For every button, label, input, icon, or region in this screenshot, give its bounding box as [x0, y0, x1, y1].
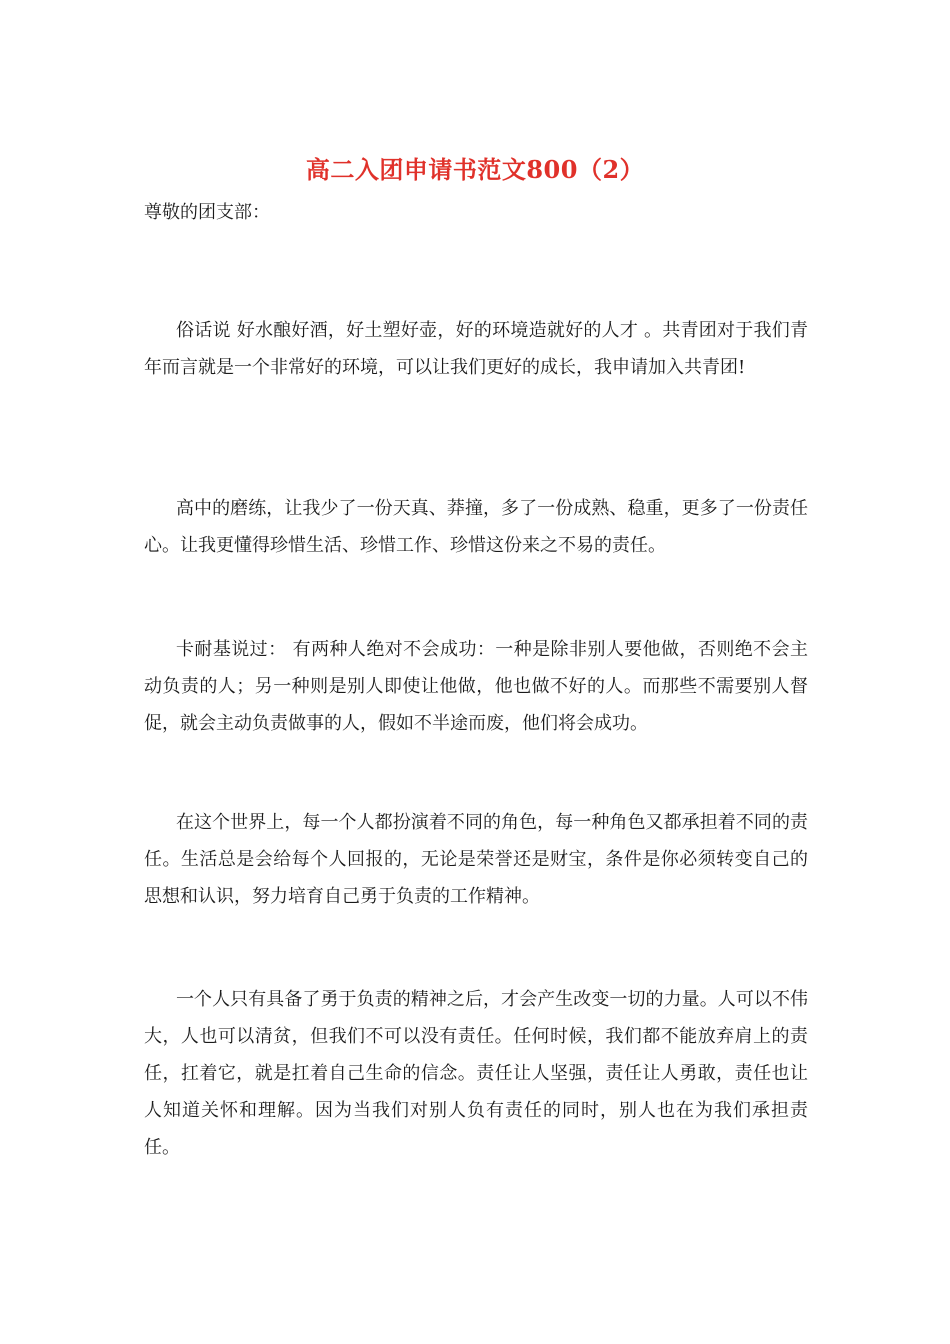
- paragraph-1: 俗话说 好水酿好酒，好土塑好壶，好的环境造就好的人才 。共青团对于我们青年而言就是一个非常好的环境，可以让我们更好的成长，我申请加入共青团!: [144, 320, 808, 378]
- paragraph-3: 卡耐基说过： 有两种人绝对不会成功：一种是除非别人要他做，否则绝不会主动负责的人；另一种则是别人即使让他做，他也做不好的人。而那些不需要别人督促，就会主动负责做事的人，假如不半途而废，他们将会成功。: [144, 639, 808, 734]
- paragraph-2: 高中的磨练，让我少了一份天真、莽撞，多了一份成熟、稳重，更多了一份责任心。让我更懂得珍惜生活、珍惜工作、珍惜这份来之不易的责任。: [144, 498, 808, 556]
- paragraph-4: 在这个世界上，每一个人都扮演着不同的角色，每一种角色又都承担着不同的责任。生活总是会给每个人回报的，无论是荣誉还是财宝，条件是你必须转变自己的思想和认识，努力培育自己勇于负责的工作精神。: [144, 812, 808, 907]
- paragraph-5: 一个人只有具备了勇于负责的精神之后，才会产生改变一切的力量。人可以不伟大，人也可以清贫，但我们不可以没有责任。任何时候，我们都不能放弃肩上的责任，扛着它，就是扛着自己生命的信念。责任让人坚强，责任让人勇敢，责任也让人知道关怀和理解。因为当我们对别人负有责任的同时，别人也在为我们承担责任。: [144, 989, 808, 1158]
- salutation: 尊敬的团支部：: [144, 202, 270, 223]
- document-title: 高二入团申请书范文800（2）: [305, 155, 645, 184]
